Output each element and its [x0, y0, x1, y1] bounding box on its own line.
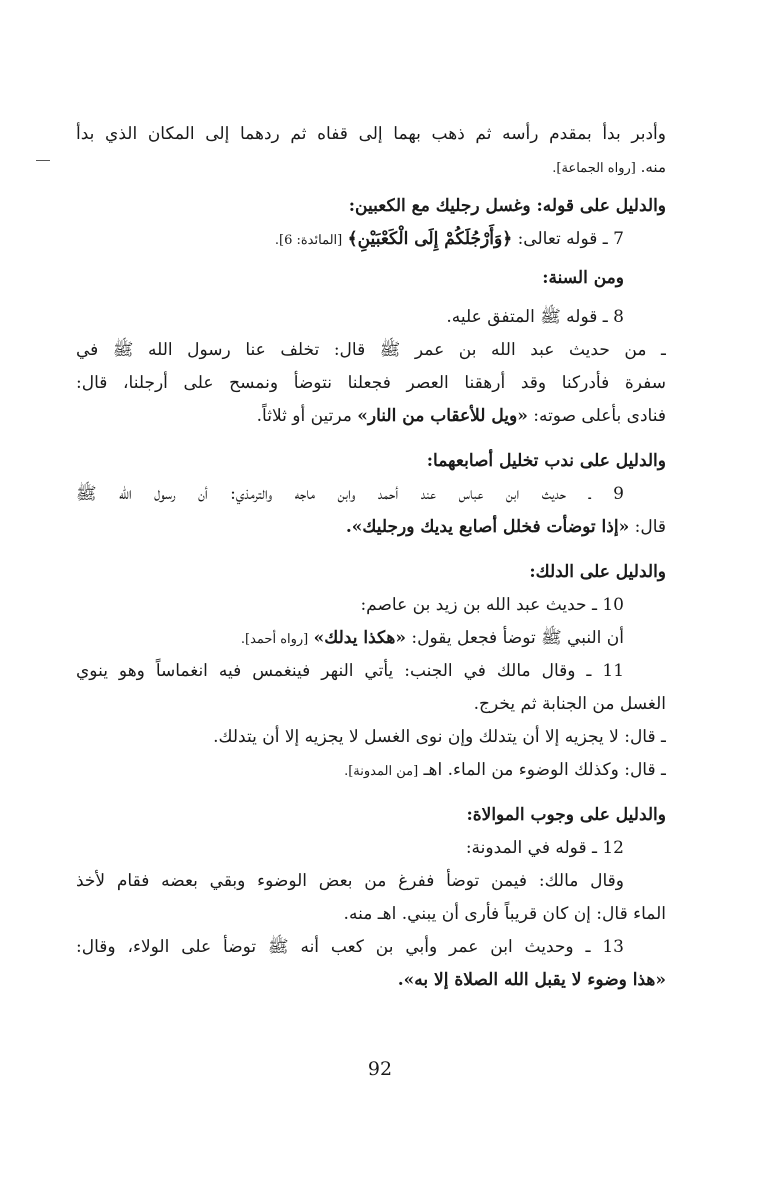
- section-heading: والدليل على وجوب الموالاة:: [466, 805, 666, 825]
- body-text: فنادى بأعلى صوته:: [533, 406, 666, 426]
- body-text: منه.: [640, 158, 666, 176]
- citation: [من المدونة].: [344, 764, 419, 779]
- subsection-heading: ومن السنة:: [542, 268, 624, 288]
- body-line: 13 ـ وحديث ابن عمر وأبي بن كعب أنه ﷺ توضأ على الولاء، وقال:: [76, 937, 624, 957]
- body-text: أن النبي ﷺ توضأ فجعل يقول:: [411, 628, 624, 648]
- section-heading: والدليل على قوله: وغسل رجليك مع الكعبين:: [348, 196, 666, 216]
- body-line: [76, 865, 666, 898]
- body-text: ـ قال: وكذلك الوضوء من الماء. اهـ: [423, 760, 666, 780]
- body-text: 11 ـ وقال مالك في الجنب:: [404, 661, 625, 681]
- body-text: فيمن توضأ ففرغ من بعض الوضوء وبقي بعضه فقام لأخذ: [76, 871, 528, 891]
- citation: [رواه الجماعة].: [552, 161, 636, 176]
- body-line: [76, 223, 666, 256]
- body-line: [76, 511, 666, 544]
- section-heading: والدليل على الدلك:: [529, 562, 666, 582]
- margin-mark: [36, 160, 50, 161]
- quran-verse: ﴿وَأَرْجُلَكُمْ إِلَى الْكَعْبَيْنِ﴾: [347, 229, 513, 249]
- body-line: الماء قال: إن كان قريباً فأرى أن يبني. اهـ منه.: [343, 904, 666, 924]
- hadith-quote: «هذا وضوء لا يقبل الله الصلاة إلا به».: [397, 970, 666, 990]
- citation: [المائدة: 6].: [274, 233, 343, 248]
- body-line: [76, 622, 666, 655]
- body-line: [76, 754, 666, 787]
- body-text: وقال مالك:: [538, 871, 624, 891]
- body-text: يأتي النهر فينغمس فيه انغماساً وهو ينوي: [76, 661, 394, 681]
- body-text: قال:: [634, 517, 666, 537]
- body-line: [76, 151, 666, 184]
- body-line: [76, 400, 666, 433]
- body-line: وأدبر بدأ بمقدم رأسه ثم ذهب بهما إلى قفاه ثم ردهما إلى المكان الذي بدأ: [76, 124, 666, 144]
- body-line: ـ من حديث عبد الله بن عمر ﷺ قال: تخلف عنا رسول الله ﷺ في: [76, 340, 666, 360]
- body-line: 12 ـ قوله في المدونة:: [465, 838, 624, 858]
- body-line: سفرة فأدركنا وقد أرهقنا العصر فجعلنا نتوضأ ونمسح على أرجلنا، قال:: [76, 373, 666, 393]
- hadith-quote: «هكذا يدلك»: [313, 628, 406, 648]
- hadith-quote: «ويل للأعقاب من النار»: [357, 406, 528, 426]
- text-body: [76, 118, 666, 997]
- body-line: ـ قال: لا يجزيه إلا أن يتدلك وإن نوى الغسل لا يجزيه إلا أن يتدلك.: [213, 727, 666, 747]
- citation: [رواه أحمد].: [240, 632, 309, 647]
- body-text: 7 ـ قوله تعالى:: [517, 229, 624, 249]
- body-text: مرتين أو ثلاثاً.: [256, 406, 352, 426]
- page-number: 92: [367, 1058, 393, 1080]
- body-line: الغسل من الجنابة ثم يخرج.: [473, 694, 666, 714]
- body-line: [76, 655, 666, 688]
- body-line: 10 ـ حديث عبد الله بن زيد بن عاصم:: [360, 595, 624, 615]
- section-heading: والدليل على ندب تخليل أصابعهما:: [426, 451, 666, 471]
- hadith-quote: «إذا توضأت فخلل أصابع يديك ورجليك».: [345, 517, 630, 537]
- body-line: 9 ـ حديث ابن عباس عند أحمد وابن ماجه والترمذي: أن رسول الله ﷺ: [76, 484, 624, 504]
- body-line: 8 ـ قوله ﷺ المتفق عليه.: [446, 307, 624, 327]
